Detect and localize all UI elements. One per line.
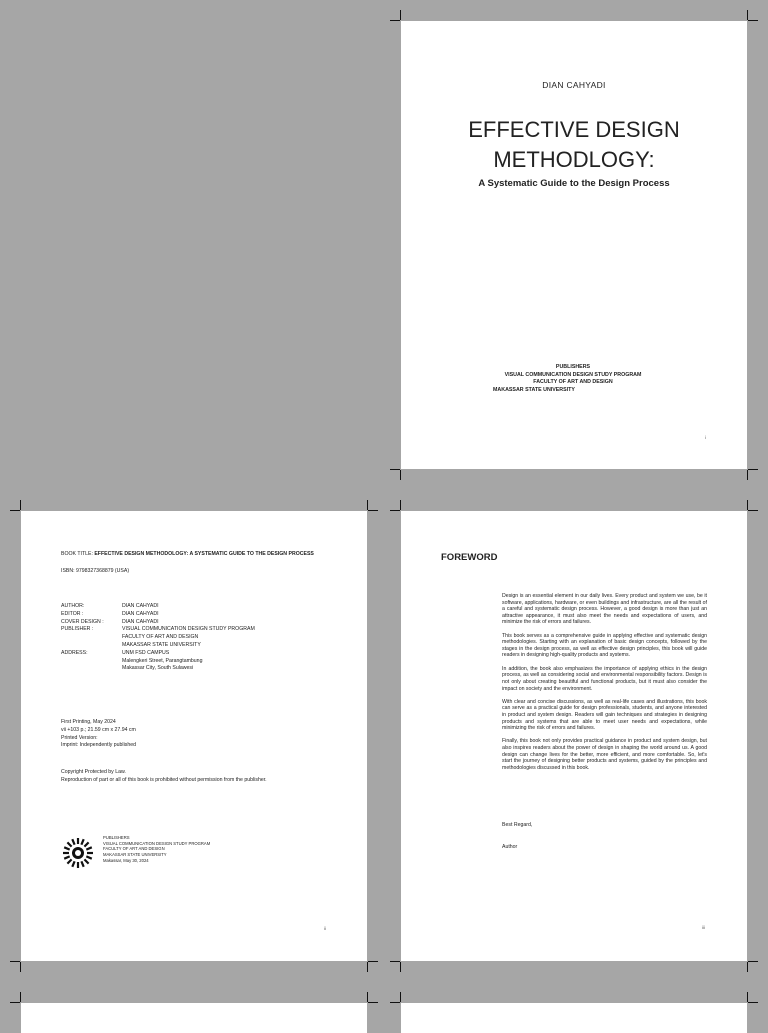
crop-mark (390, 961, 400, 962)
crop-mark (368, 1002, 378, 1003)
crop-mark (748, 961, 758, 962)
foreword-paragraph: Finally, this book not only provides practical guidance in product and system design, but also inspires readers about the power of design in shaping the world around us. A good design can change lives for the better, more efficient, and more comfortable. So, let's start the journey of designing better products and systems, guided by the principles and methodologies discussed in this book. (502, 738, 707, 771)
crop-mark (390, 1002, 400, 1003)
foreword-paragraph: In addition, the book also emphasizes the importance of applying ethics in the design process, as well as considering social and environmental responsibility factors. Design is not only about creating beautiful and functional products, but it must also consider the impact on society and the environment. (502, 665, 707, 692)
book-title-value: EFFECTIVE DESIGN METHODOLOGY: A SYSTEMATIC GUIDE TO THE DESIGN PROCESS (94, 551, 314, 557)
crop-mark (10, 961, 20, 962)
publisher-line: VISUAL COMMUNICATION DESIGN STUDY PROGRAM (504, 371, 642, 378)
crop-mark (748, 469, 758, 470)
crop-mark (400, 10, 401, 20)
title-publisher-block (493, 364, 653, 394)
printing-line: First Printing, May 2024 (61, 719, 116, 725)
publisher-line: FACULTY OF ART AND DESIGN (533, 379, 613, 385)
university-logo-icon (62, 837, 94, 869)
foreword-page (401, 511, 747, 961)
credit-row: FACULTY OF ART AND DESIGN (122, 634, 199, 641)
crop-mark (400, 992, 401, 1002)
credit-row: Malengkeri Street, Parangtambung (122, 657, 203, 664)
book-title-line-1: EFFECTIVE DESIGN (468, 117, 680, 142)
credit-row: Makassar City, South Sulawesi (122, 665, 194, 672)
next-page-left (21, 1003, 367, 1033)
crop-mark (367, 500, 368, 510)
credits-list (61, 603, 321, 673)
foreword-heading: FOREWORD (441, 552, 498, 563)
title-page (401, 21, 747, 469)
crop-mark (747, 470, 748, 480)
crop-mark (10, 510, 20, 511)
book-title-line (61, 551, 351, 559)
credit-row: COVER DESIGN : DIAN CAHYADI (61, 618, 159, 625)
book-subtitle: A Systematic Guide to the Design Process (478, 178, 670, 189)
foreword-paragraph: This book serves as a comprehensive guide in applying effective and systematic design methodologies. Starting with an explanation of basic design concepts, followed by the stages in the design process, as well as effective design principles, this book will guide readers in designing high-quality products and systems. (502, 632, 707, 659)
printing-line: Printed Version: (61, 734, 98, 741)
crop-mark (20, 962, 21, 972)
crop-mark (20, 992, 21, 1002)
crop-mark (748, 20, 758, 21)
publisher-line: MAKASSAR STATE UNIVERSITY (493, 386, 575, 393)
crop-mark (368, 510, 378, 511)
copyright-line: Copyright Protected by Law. (61, 769, 126, 775)
book-title-label: BOOK TITLE: (61, 551, 95, 557)
credit-row: EDITOR : DIAN CAHYADI (61, 610, 159, 617)
crop-mark (748, 1002, 758, 1003)
credit-row: MAKASSAR STATE UNIVERSITY (122, 641, 201, 648)
page-number: iii (702, 925, 705, 930)
isbn: ISBN: 9798327368879 (USA) (61, 568, 130, 574)
publisher-line: VISUAL COMMUNICATION DESIGN STUDY PROGRAM (103, 840, 211, 846)
crop-mark (367, 992, 368, 1002)
copyright-line: Reproduction of part or all of this book is prohibited without permission from the publisher. (61, 776, 267, 783)
copyright-notice (61, 769, 267, 785)
crop-mark (368, 961, 378, 962)
crop-mark (747, 992, 748, 1002)
crop-mark (400, 962, 401, 972)
crop-mark (10, 1002, 20, 1003)
crop-mark (400, 500, 401, 510)
publisher-line: PUBLISHERS (555, 364, 591, 370)
page-number: ii (324, 926, 326, 931)
closing-text: Best Regard, (502, 822, 533, 828)
crop-mark (747, 500, 748, 510)
credit-row: PUBLISHER : VISUAL COMMUNICATION DESIGN STUDY PROGRAM (61, 626, 255, 633)
crop-mark (390, 510, 400, 511)
author-name: DIAN CAHYADI (542, 80, 606, 90)
printing-info (61, 719, 136, 750)
publisher-line: FACULTY OF ART AND DESIGN (103, 846, 165, 852)
crop-mark (747, 10, 748, 20)
crop-mark (390, 20, 400, 21)
publisher-date: Makassar, May 30, 2024 (103, 857, 149, 863)
next-page-right (401, 1003, 747, 1033)
crop-mark (747, 962, 748, 972)
crop-mark (400, 470, 401, 480)
crop-mark (20, 500, 21, 510)
printing-line: Imprint: Independently published (61, 742, 136, 749)
page-number: i (705, 435, 706, 440)
foreword-paragraph: Design is an essential element in our daily lives. Every product and system we use, be it software, applications, hardware, or even buildings and infrastructure, are all the result of a careful and systematic design process. However, a good design is more than just an attractive appearance, it must also meet the needs and expectations of users, and minimize the risk of errors and failures. (502, 593, 707, 626)
publisher-block (103, 835, 210, 864)
credit-row: ADDRESS: UNM FSD CAMPUS (61, 649, 170, 656)
publisher-line: PUBLISHERS (103, 835, 130, 840)
book-title (401, 115, 747, 175)
copyright-page (21, 511, 367, 961)
book-title-line-2: METHODLOGY: (493, 147, 655, 172)
foreword-paragraph: With clear and concise discussions, as well as real-life cases and illustrations, this book can serve as a practical guide for design professionals, students, and anyone interested in product and system design. Readers will gain techniques and strategies in designing products and systems that are able to meet user needs and expectations, while minimizing the risk of errors and failures. (502, 698, 707, 732)
signature-text: Author (502, 844, 518, 850)
crop-mark (390, 469, 400, 470)
crop-mark (367, 962, 368, 972)
foreword-body (502, 593, 707, 778)
printing-line: vii +103 p.; 21.59 cm x 27.94 cm (61, 726, 136, 733)
publisher-line: MAKASSAR STATE UNIVERSITY (103, 852, 167, 858)
crop-mark (748, 510, 758, 511)
credit-row: AUTHOR: DIAN CAHYADI (61, 603, 159, 609)
